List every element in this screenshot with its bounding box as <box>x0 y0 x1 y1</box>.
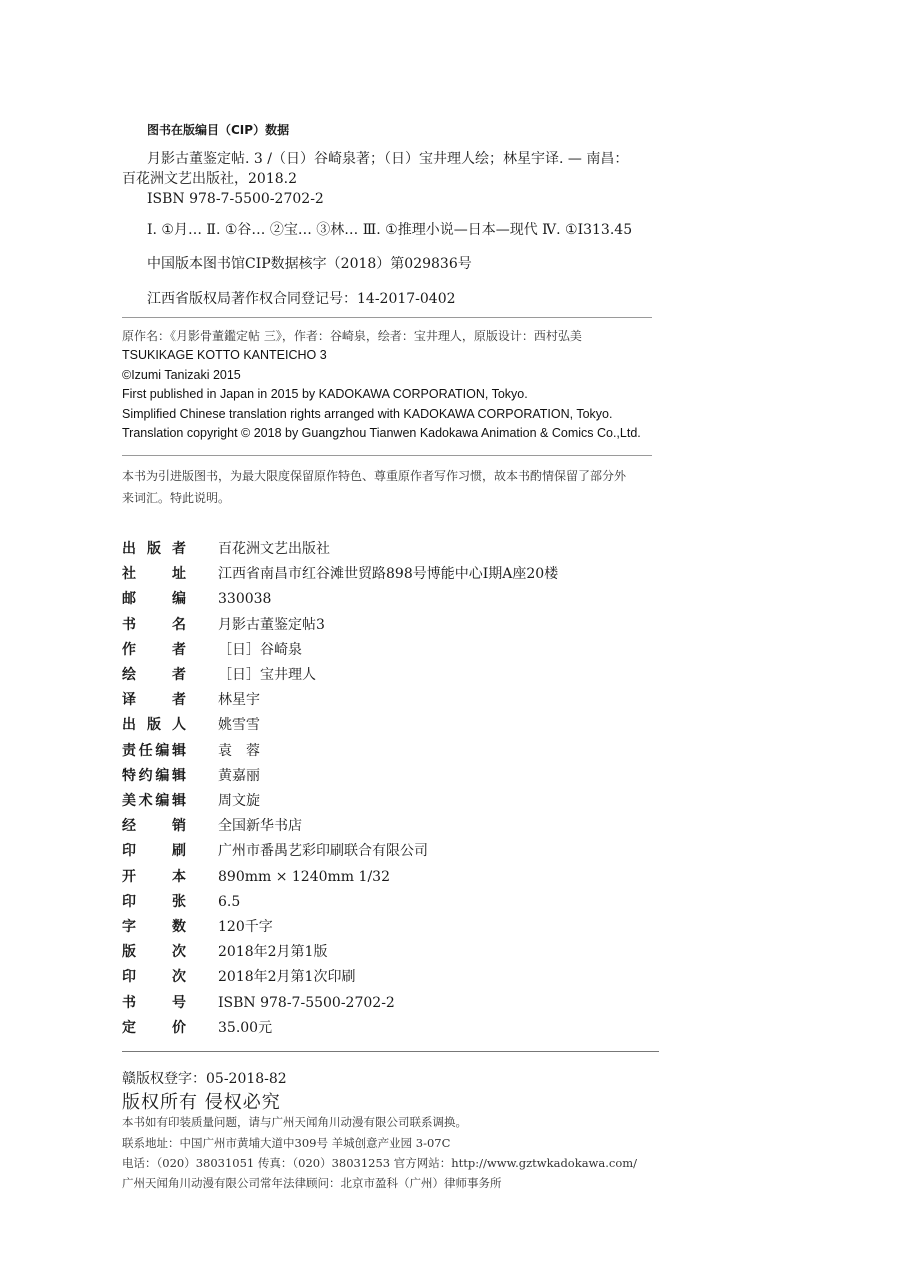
info-value: 林星宇 <box>218 692 260 709</box>
original-title-line: 原作名：《月影骨董鑑定帖 三》，作者：谷崎泉，绘者：宝井理人，原版设计：西村弘美 <box>122 329 582 343</box>
info-value: 890mm × 1240mm 1/32 <box>218 868 390 885</box>
divider <box>122 317 652 318</box>
info-value: 2018年2月第1次印刷 <box>218 969 356 986</box>
divider <box>122 455 652 456</box>
info-label: 印 张 <box>122 893 186 910</box>
info-label: 印 刷 <box>122 843 186 860</box>
info-value: 广州市番禺艺彩印刷联合有限公司 <box>218 843 428 860</box>
legal-advisor: 广州天闻角川动漫有限公司常年法律顾问：北京市盈科（广州）律师事务所 <box>122 1176 502 1190</box>
cip-core-number: 中国版本图书馆CIP数据核字（2018）第029836号 <box>147 256 472 272</box>
quality-notice: 本书如有印装质量问题，请与广州天闻角川动漫有限公司联系调换。 <box>122 1115 467 1129</box>
info-label: 社 址 <box>122 566 186 583</box>
info-value: 6.5 <box>218 893 241 910</box>
info-label: 邮 编 <box>122 591 186 608</box>
info-label: 开 本 <box>122 868 186 885</box>
registration-number: 赣版权登字：05-2018-82 <box>122 1071 287 1087</box>
contact-address: 联系地址：中国广州市黄埔大道中309号 羊城创意产业园 3-07C <box>122 1136 451 1150</box>
info-label: 特 约 编 辑 <box>122 767 186 784</box>
info-label: 出 版 人 <box>122 717 186 734</box>
info-value: 黄嘉丽 <box>218 767 260 784</box>
info-value: ［日］宝井理人 <box>218 667 316 683</box>
translation-copyright: Translation copyright © 2018 by Guangzhou Tianwen Kadokawa Animation & Comics Co.,Ltd. <box>122 426 641 440</box>
rights-reserved: 版权所有 侵权必究 <box>122 1092 281 1113</box>
cip-isbn: ISBN 978-7-5500-2702-2 <box>147 191 324 207</box>
cip-classification: Ⅰ. ①月… Ⅱ. ①谷… ②宝… ③林… Ⅲ. ①推理小说—日本—现代 Ⅳ. ①I313.45 <box>147 222 633 238</box>
first-published: First published in Japan in 2015 by KADOKAWA CORPORATION, Tokyo. <box>122 387 528 401</box>
info-label: 版 次 <box>122 944 186 961</box>
cip-line-1: 月影古董鉴定帖. 3 /（日）谷崎泉著；（日）宝井理人绘；林星宇译. — 南昌： <box>147 151 629 167</box>
divider <box>122 1051 659 1052</box>
note-line-1: 本书为引进版图书，为最大限度保留原作特色、尊重原作者写作习惯，故本书酌情保留了部分外 <box>122 469 627 483</box>
info-value: 袁 蓉 <box>218 742 260 759</box>
info-label: 印 次 <box>122 969 186 986</box>
info-value: 2018年2月第1版 <box>218 944 328 961</box>
cip-heading: 图书在版编目（CIP）数据 <box>147 123 290 137</box>
note-line-2: 来词汇。特此说明。 <box>122 491 231 505</box>
info-label: 定 价 <box>122 1019 186 1036</box>
info-value: 江西省南昌市红谷滩世贸路898号博能中心Ⅰ期A座20楼 <box>218 566 559 583</box>
info-label: 经 销 <box>122 818 186 835</box>
info-label: 作 者 <box>122 641 186 658</box>
original-en-title: TSUKIKAGE KOTTO KANTEICHO 3 <box>122 348 327 362</box>
contact-phone: 电话：（020）38031051 传真：（020）38031253 官方网站：http://www.gztwkadokawa.com/ <box>122 1156 638 1170</box>
info-label: 出 版 者 <box>122 541 186 557</box>
info-label: 译 者 <box>122 692 186 709</box>
info-value: 120千字 <box>218 919 273 935</box>
info-value: 全国新华书店 <box>218 818 302 835</box>
info-label: 字 数 <box>122 919 186 935</box>
info-label: 书 号 <box>122 994 186 1011</box>
info-label: 绘 者 <box>122 667 186 683</box>
cip-line-2: 百花洲文艺出版社，2018.2 <box>122 171 297 187</box>
cip-copyright-registration: 江西省版权局著作权合同登记号：14-2017-0402 <box>147 291 456 307</box>
info-value: 姚雪雪 <box>218 717 260 734</box>
info-value: 35.00元 <box>218 1019 273 1036</box>
info-label: 书 名 <box>122 616 186 633</box>
original-copyright: ©Izumi Tanizaki 2015 <box>122 368 241 382</box>
info-value: 330038 <box>218 591 272 608</box>
info-label: 美 术 编 辑 <box>122 793 186 809</box>
info-label: 责 任 编 辑 <box>122 742 186 759</box>
info-value: ISBN 978-7-5500-2702-2 <box>218 994 395 1011</box>
info-value: 月影古董鉴定帖3 <box>218 616 325 633</box>
info-value: ［日］谷崎泉 <box>218 641 302 658</box>
info-value: 百花洲文艺出版社 <box>218 541 330 557</box>
translation-rights: Simplified Chinese translation rights arranged with KADOKAWA CORPORATION, Tokyo. <box>122 407 613 421</box>
info-value: 周文旋 <box>218 793 260 809</box>
